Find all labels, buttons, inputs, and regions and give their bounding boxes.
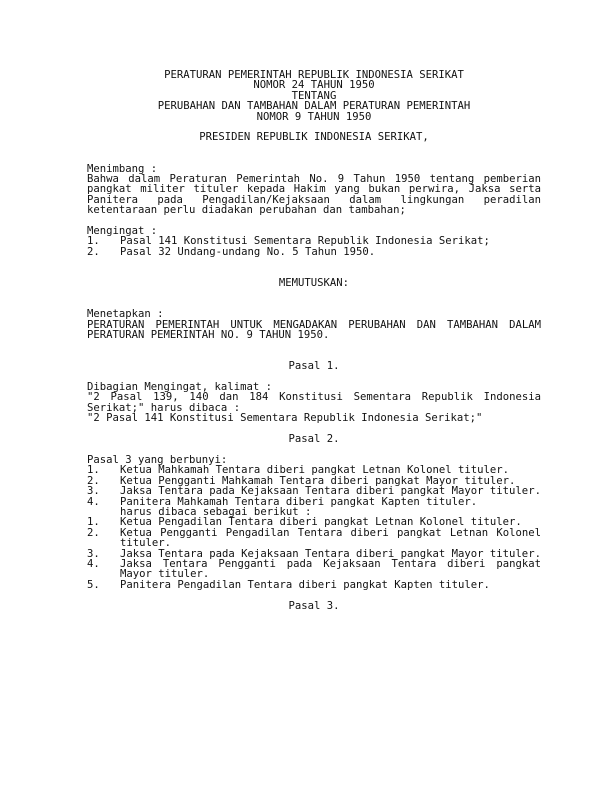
pasal-1-line-3: "2 Pasal 141 Konstitusi Sementara Republik Indonesia Serikat;" xyxy=(87,412,483,425)
item-number: 4. xyxy=(87,557,100,570)
pasal-1-title: Pasal 1. xyxy=(288,360,340,373)
title-line-2: NOMOR 24 TAHUN 1950 xyxy=(253,79,375,92)
pasal-1-line-1: Dibagian Mengingat, kalimat : xyxy=(87,381,272,394)
new-item xyxy=(87,580,541,590)
title-line-4: PERUBAHAN DAN TAMBAHAN DALAM PERATURAN PEMERINTAH xyxy=(157,100,471,113)
item-text: Jaksa Tentara pada Kejaksaan Tentara diberi pangkat Mayor tituler. xyxy=(120,485,541,498)
menimbang-label: Menimbang : xyxy=(87,162,158,175)
title-line-3: TENTANG xyxy=(291,89,337,102)
new-item xyxy=(87,528,541,549)
mengingat-label: Mengingat : xyxy=(87,225,158,238)
item-text: Ketua Pengganti Mahkamah Tentara diberi pangkat Mayor tituler. xyxy=(120,474,516,487)
item-number: 3. xyxy=(87,485,100,498)
mengingat-item xyxy=(87,247,541,257)
title-line-5: NOMOR 9 TAHUN 1950 xyxy=(256,110,372,123)
item-number: 2. xyxy=(87,526,100,539)
item-text: Ketua Pengadilan Tentara diberi pangkat Letnan Kolonel tituler. xyxy=(120,516,522,529)
item-number: 2. xyxy=(87,474,100,487)
pasal-2-title: Pasal 2. xyxy=(288,433,340,446)
item-text: Pasal 141 Konstitusi Sementara Republik Indonesia Serikat; xyxy=(120,235,490,248)
new-item xyxy=(87,559,541,580)
pasal-3-title: Pasal 3. xyxy=(288,599,340,612)
item-text: Panitera Mahkamah Tentara diberi pangkat Kapten tituler. xyxy=(120,495,478,508)
president-heading: PRESIDEN REPUBLIK INDONESIA SERIKAT, xyxy=(199,131,429,144)
item-number: 5. xyxy=(87,578,100,591)
item-text: Ketua Mahkamah Tentara diberi pangkat Letnan Kolonel tituler. xyxy=(120,464,510,477)
item-number: 1. xyxy=(87,464,100,477)
item-number: 1. xyxy=(87,235,100,248)
item-number: 1. xyxy=(87,516,100,529)
document-page xyxy=(87,70,541,611)
item-text: Jaksa Tentara Pengganti pada Kejaksaan Tentara diberi pangkat Mayor tituler. xyxy=(120,557,541,581)
pasal-1-line-2: "2 Pasal 139, 140 dan 184 Konstitusi Sementara Republik Indonesia Serikat;" harus dibaca : xyxy=(87,391,541,414)
menimbang-text: Bahwa dalam Peraturan Pemerintah No. 9 Tahun 1950 tentang pemberian pangkat militer tituler kepada Hakim yang bukan perwira, Jaksa serta Panitera pada Pengadilan/Kejaksaan dalam lingkungan peradilan ketentaraan perlu diadakan perubahan dan tambahan; xyxy=(87,173,541,217)
item-text: Ketua Pengganti Pengadilan Tentara diberi pangkat Letnan Kolonel tituler. xyxy=(120,526,541,550)
menetapkan-label: Menetapkan : xyxy=(87,308,164,321)
read-as-line: harus dibaca sebagai berikut : xyxy=(120,505,312,518)
item-text: Jaksa Tentara pada Kejaksaan Tentara diberi pangkat Mayor tituler. xyxy=(120,547,541,560)
menetapkan-text: PERATURAN PEMERINTAH UNTUK MENGADAKAN PERUBAHAN DAN TAMBAHAN DALAM PERATURAN PEMERINTAH NO. 9 TAHUN 1950. xyxy=(87,318,541,342)
item-number: 2. xyxy=(87,245,100,258)
item-text: Panitera Pengadilan Tentara diberi pangkat Kapten tituler. xyxy=(120,578,490,591)
old-item xyxy=(87,486,541,496)
item-text: Pasal 32 Undang-undang No. 5 Tahun 1950. xyxy=(120,245,376,258)
title-line-1: PERATURAN PEMERINTAH REPUBLIK INDONESIA SERIKAT xyxy=(164,69,464,81)
pasal-2-intro: Pasal 3 yang berbunyi: xyxy=(87,453,228,466)
item-number: 3. xyxy=(87,547,100,560)
memutuskan-heading: MEMUTUSKAN: xyxy=(278,277,350,290)
item-number: 4. xyxy=(87,495,100,508)
